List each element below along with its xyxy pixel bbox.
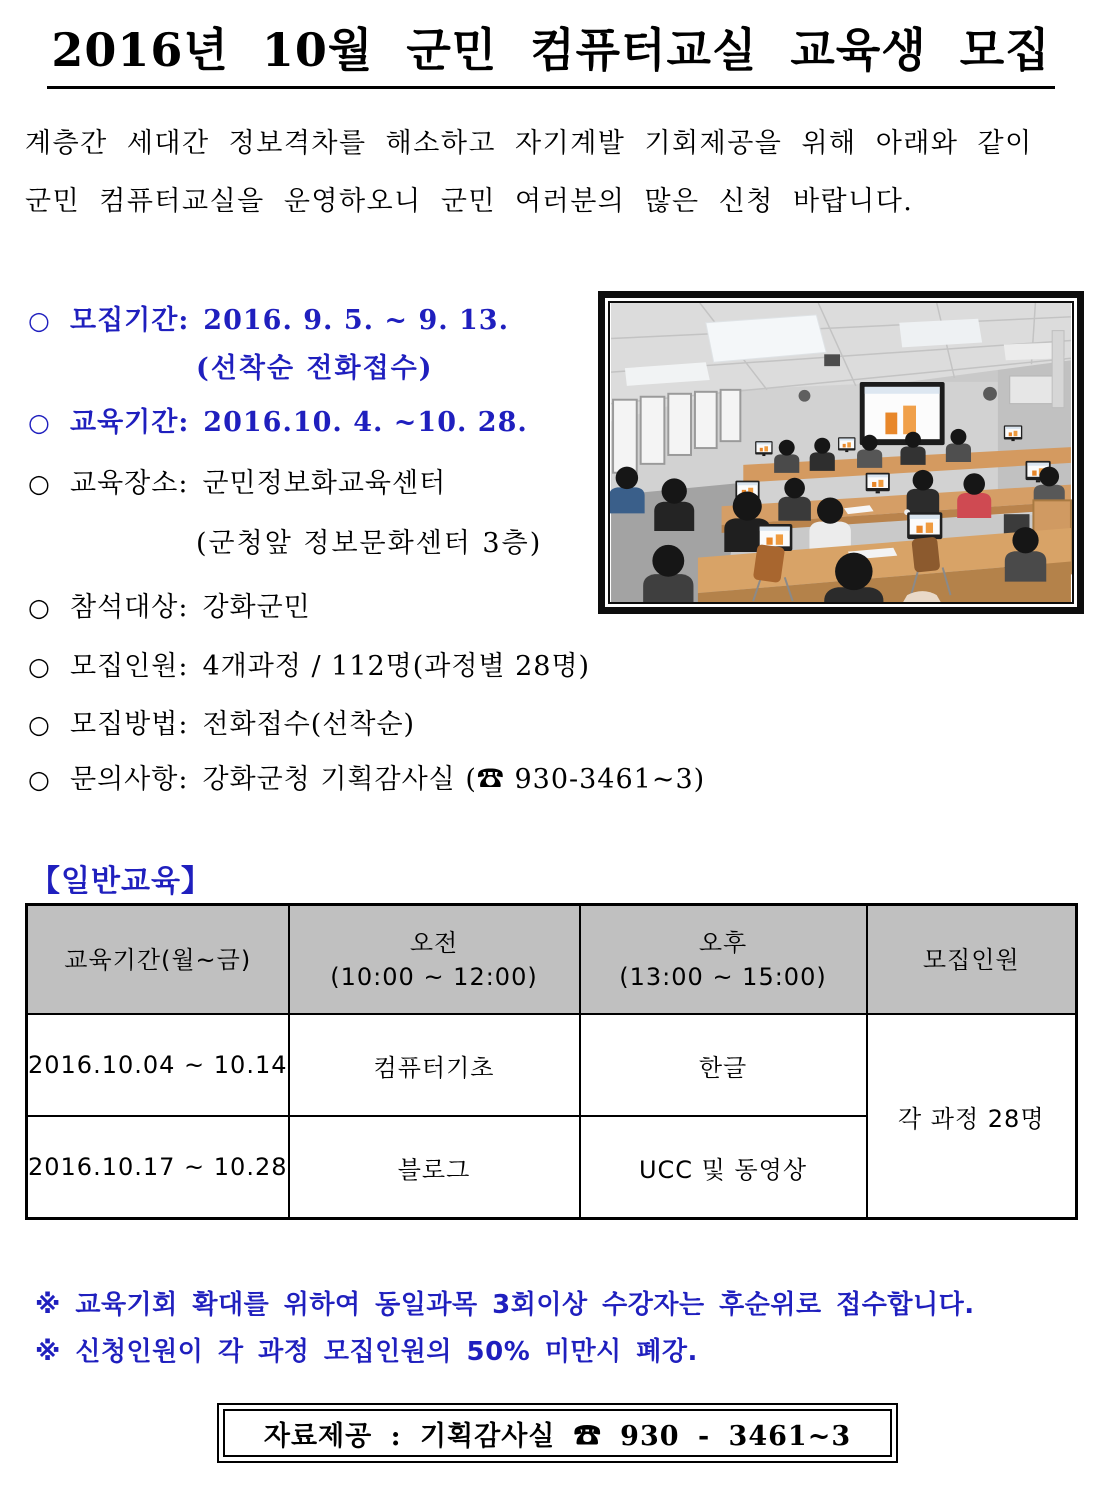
cell-afternoon: UCC 및 동영상: [580, 1116, 867, 1219]
detail-contact: [28, 757, 705, 796]
footer-source-text: 자료제공 : 기획감사실 ☎ 930 - 3461~3: [263, 1420, 852, 1452]
cell-period: 2016.10.17 ~ 10.28: [27, 1116, 289, 1219]
detail-value: 4개과정 / 112명(과정별 28명): [202, 651, 591, 682]
cell-morning: 컴퓨터기초: [289, 1014, 580, 1116]
detail-label: 모집기간:: [70, 305, 190, 336]
detail-label: 모집인원:: [70, 651, 189, 682]
section-title-general-education: 【일반교육】: [30, 864, 212, 899]
circle-bullet-icon: ○: [28, 593, 51, 622]
title-block: [0, 14, 1102, 89]
page-title: 2016년 10월 군민 컴퓨터교실 교육생 모집: [47, 14, 1054, 89]
detail-capacity: [28, 644, 590, 683]
header-period: [27, 905, 289, 1015]
header-text: 모집인원: [922, 945, 1020, 974]
circle-bullet-icon: ○: [28, 408, 51, 437]
detail-edu-place-sub: (군청앞 정보문화센터 3층): [196, 528, 543, 559]
intro-line-2: 군민 컴퓨터교실을 운영하오니 군민 여러분의 많은 신청 바랍니다.: [25, 186, 914, 217]
header-text: (10:00 ~ 12:00): [330, 962, 538, 991]
cell-capacity-merged: 각 과정 28명: [867, 1014, 1077, 1219]
intro-paragraph: [25, 126, 1077, 242]
detail-method: [28, 702, 415, 741]
cell-afternoon: 한글: [580, 1014, 867, 1116]
table-header-row: [27, 905, 1077, 1015]
circle-bullet-icon: ○: [28, 469, 51, 498]
circle-bullet-icon: ○: [28, 765, 51, 794]
detail-label: 교육기간:: [70, 407, 190, 438]
detail-label: 문의사항:: [70, 764, 189, 795]
footer-inner-border: [223, 1409, 892, 1457]
detail-value: 전화접수(선착순): [202, 709, 416, 740]
note-priority: ※ 교육기회 확대를 위하여 동일과목 3회이상 수강자는 후순위로 접수합니다.: [35, 1290, 975, 1320]
circle-bullet-icon: ○: [28, 306, 51, 335]
detail-label: 모집방법:: [70, 709, 189, 740]
table-row: [27, 1014, 1077, 1116]
circle-bullet-icon: ○: [28, 710, 51, 739]
detail-value: 강화군민: [202, 592, 311, 623]
detail-value: 2016. 9. 5. ~ 9. 13.: [203, 305, 509, 336]
header-capacity: [867, 905, 1077, 1015]
header-afternoon: [580, 905, 867, 1015]
detail-recruit-period: [28, 298, 509, 337]
classroom-photo-illustration: [610, 303, 1072, 602]
header-text: 오전: [409, 928, 459, 957]
detail-target: [28, 585, 311, 624]
circle-bullet-icon: ○: [28, 652, 51, 681]
header-text: 교육기간(월~금): [64, 945, 252, 974]
cell-period: 2016.10.04 ~ 10.14: [27, 1014, 289, 1116]
general-education-table: [25, 903, 1078, 1220]
detail-edu-period: [28, 400, 528, 439]
detail-label: 교육장소:: [70, 468, 189, 499]
footer-source-box: [217, 1403, 898, 1463]
header-text: 오후: [698, 928, 748, 957]
detail-value: 2016.10. 4. ~10. 28.: [203, 407, 528, 438]
header-text: (13:00 ~ 15:00): [619, 962, 827, 991]
classroom-photo: [608, 301, 1074, 604]
detail-label: 참석대상:: [70, 592, 189, 623]
detail-value: 강화군청 기획감사실 (☎ 930-3461~3): [202, 764, 706, 795]
classroom-photo-frame: [598, 291, 1084, 614]
note-cancellation: ※ 신청인원이 각 과정 모집인원의 50% 미만시 폐강.: [35, 1337, 698, 1367]
cell-morning: 블로그: [289, 1116, 580, 1219]
detail-recruit-period-sub: (선착순 전화접수): [196, 353, 434, 384]
detail-edu-place: [28, 461, 446, 500]
header-morning: [289, 905, 580, 1015]
intro-line-1: 계층간 세대간 정보격차를 해소하고 자기계발 기회제공을 위해 아래와 같이: [25, 128, 1033, 159]
detail-value: 군민정보화교육센터: [202, 468, 447, 499]
